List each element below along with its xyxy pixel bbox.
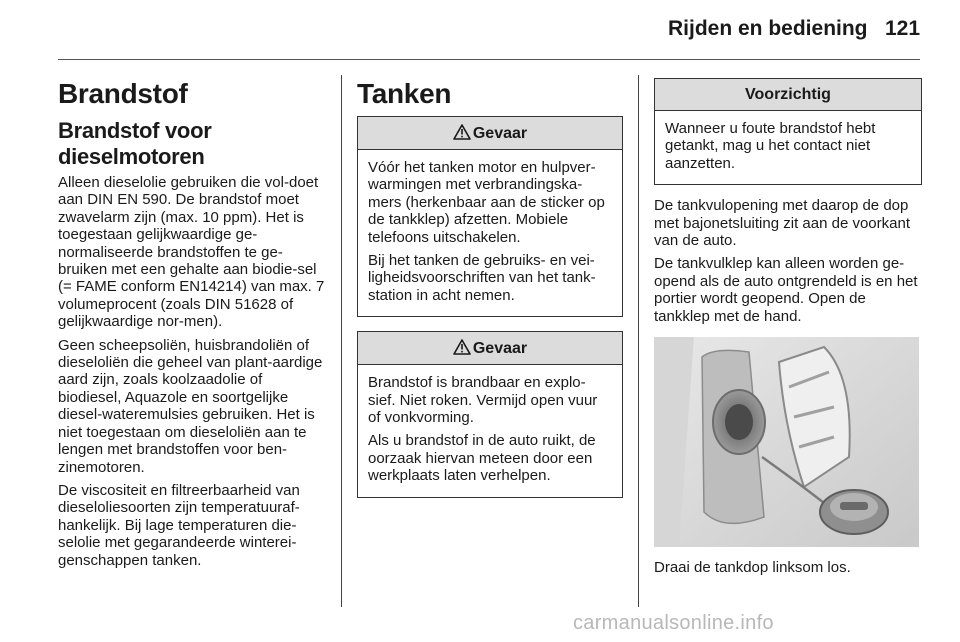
warning-text: Bij het tanken de gebruiks- en vei-ligheidsvoorschriften van het tank-station in acht nemen.: [368, 252, 596, 304]
warning-text: Als u brandstof in de auto ruikt, de oorzaak hiervan meteen door een werkplaats laten verhelpen.: [368, 432, 596, 485]
warning-header: [358, 332, 622, 365]
warning-triangle-icon: [453, 124, 471, 140]
page-header: [0, 0, 960, 60]
watermark: carmanualsonline.info: [573, 612, 774, 634]
page-number: 121: [885, 17, 921, 40]
warning-header: [358, 117, 622, 150]
paragraph: De tankvulklep kan alleen worden ge-opend als de auto ontgrendeld is en het portier wordt geopend. Open de tankklep met de hand.: [654, 255, 918, 325]
paragraph: De viscositeit en filtreerbaarheid van dieseloliesoorten zijn temperatuuraf-hankelijk. Bij lage temperaturen die-selolie met gegarandeerde winterei-genschappen tanken.: [58, 481, 300, 569]
photo-caption: Draai de tankdop linksom los.: [654, 559, 851, 577]
paragraph: De tankvulopening met daarop de dop met bajonetsluiting zit aan de voorkant van de auto.: [654, 197, 910, 250]
column-filler: [654, 78, 922, 582]
heading-refuelling: Tanken: [357, 78, 452, 109]
header-rule: [58, 59, 920, 60]
column-divider-right: [638, 75, 639, 607]
warning-text: Vóór het tanken motor en hulpver-warmingen met verbrandingska-mers (herkenbaar aan de sticker op de tankklep) afzetten. Mobiele telefoons uitschakelen.: [368, 159, 605, 246]
caution-box: [654, 78, 922, 185]
column-fuel: [58, 78, 328, 575]
section-title: Rijden en bediening: [668, 17, 868, 40]
warning-title: Gevaar: [472, 125, 528, 142]
column-divider-left: [341, 75, 342, 607]
subheading-diesel: Brandstof voor dieselmotoren: [58, 118, 212, 169]
paragraph: Geen scheepsoliën, huisbrandoliën of dieseloliën die geheel van plant-aardige aard zijn, zoals koolzaadolie of biodiesel, Aquazole en soortgelijke diesel-wateremulsies gebruiken. Het is niet toegestaan om dieseloliën aan te lengen met brandstoffen voor ben-zinemotoren.: [58, 336, 323, 476]
caution-title: Voorzichtig: [655, 79, 921, 111]
warning-box-1: [357, 116, 623, 317]
paragraph: Alleen dieselolie gebruiken die vol-doet aan DIN EN 590. De brandstof moet zwavelarm zijn (max. 10 ppm). Het is toegestaan gelijkwaardige ge-normaliseerde brandstoffen te ge-bruiken met een gehalte aan biodie-sel (= FAME conform EN14214) van max. 7 volumeprocent (zoals DIN 51628 of gelijkwaardige nor-men).: [58, 174, 325, 331]
warning-triangle-icon: [453, 339, 471, 355]
column-refuelling: [357, 78, 623, 512]
warning-box-2: [357, 331, 623, 497]
caution-text: Wanneer u foute brandstof hebt getankt, mag u het contact niet aanzetten.: [665, 120, 876, 172]
fuel-filler-photo: [654, 337, 919, 547]
heading-fuel: Brandstof: [58, 78, 188, 109]
warning-text: Brandstof is brandbaar en explo-sief. Niet roken. Vermijd open vuur of vonkvorming.: [368, 374, 598, 427]
warning-title: Gevaar: [472, 340, 528, 358]
